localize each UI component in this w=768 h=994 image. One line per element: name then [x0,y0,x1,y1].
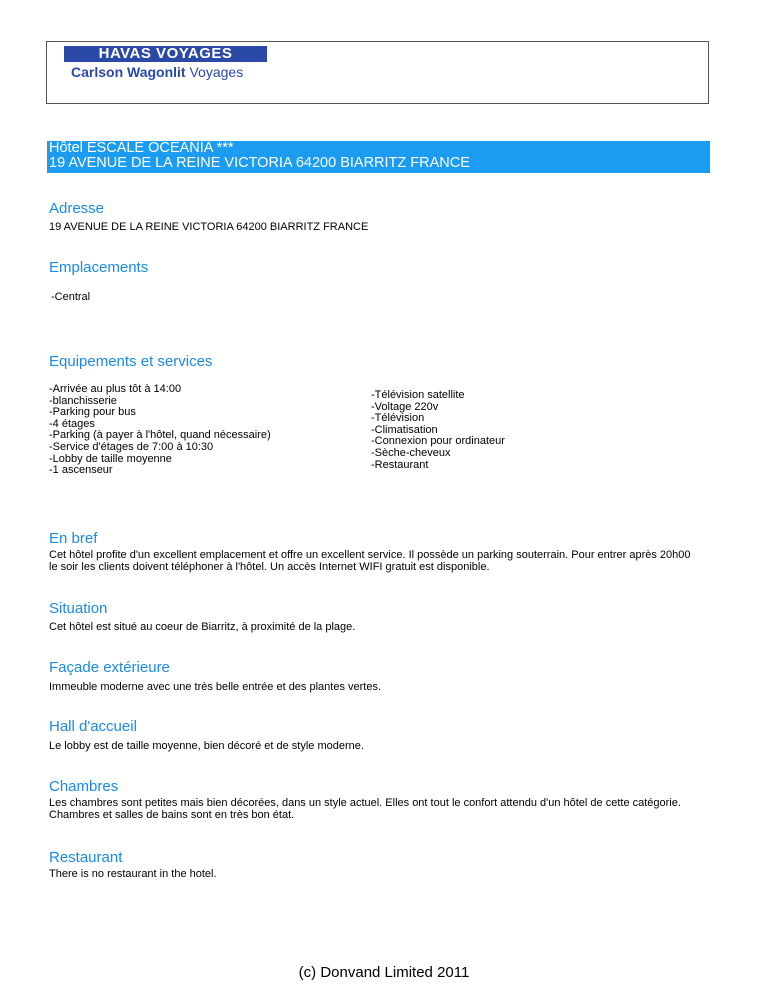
hall-heading: Hall d'accueil [49,718,137,735]
brand-logo: HAVAS VOYAGES [64,46,267,62]
brand-subtitle: Carlson Wagonlit Voyages [71,64,244,80]
list-item: -Télévision satellite [371,389,465,401]
list-item: -blanchisserie [49,394,117,407]
equipements-list-left [49,384,271,477]
facade-text: Immeuble moderne avec une très belle entrée et des plantes vertes. [49,681,382,693]
list-item: -Connexion pour ordinateur [371,435,505,448]
facade-heading: Façade extérieure [49,659,170,676]
adresse-text: 19 AVENUE DE LA REINE VICTORIA 64200 BIARRITZ FRANCE [49,221,369,233]
copyright-footer: (c) Donvand Limited 2011 [298,964,470,981]
emplacements-text: -Central [51,291,91,303]
list-item: -1 ascenseur [49,464,113,477]
emplacements-heading: Emplacements [49,259,149,276]
situation-text: Cet hôtel est situé au coeur de Biarritz, à proximité de la plage. [49,621,356,633]
restaurant-heading: Restaurant [49,849,123,866]
list-item: -Parking (à payer à l'hôtel, quand nécessaire) [49,429,271,442]
chambres-text: Les chambres sont petites mais bien décorées, dans un style actuel. Elles ont tout le confort attendu d'un hôtel de cette catégorie. Chambres et salles de bains sont en très bon état. [49,797,681,821]
hotel-banner [47,141,710,173]
list-item: -Climatisation [371,423,438,436]
list-item: -Voltage 220v [371,400,439,413]
list-item: -Télévision [371,412,425,425]
restaurant-text: There is no restaurant in the hotel. [49,868,217,880]
logo-frame [46,41,709,104]
hotel-name: Hôtel ESCALE OCEANIA *** [49,140,234,156]
list-item: -Arrivée au plus tôt à 14:00 [49,383,182,395]
list-item: -Sèche-cheveux [371,446,451,459]
list-item: -4 étages [49,417,95,430]
equipements-list-right [371,390,505,471]
list-item: -Lobby de taille moyenne [49,452,172,465]
hall-text: Le lobby est de taille moyenne, bien décoré et de style moderne. [49,740,364,752]
en-bref-text: Cet hôtel profite d'un excellent emplacement et offre un excellent service. Il possède un parking souterrain. Pour entrer après 20h00 le soir les clients doivent téléphoner à l'hôtel. Un accès Internet WIFI gratuit est disponible. [49,549,691,573]
equipements-heading: Equipements et services [49,353,213,370]
chambres-heading: Chambres [49,778,119,795]
list-item: -Restaurant [371,458,429,471]
hotel-address: 19 AVENUE DE LA REINE VICTORIA 64200 BIARRITZ FRANCE [49,155,470,171]
list-item: -Service d'étages de 7:00 à 10:30 [49,440,214,453]
situation-heading: Situation [49,600,108,617]
list-item: -Parking pour bus [49,406,136,419]
adresse-heading: Adresse [49,200,105,217]
en-bref-heading: En bref [49,530,98,547]
